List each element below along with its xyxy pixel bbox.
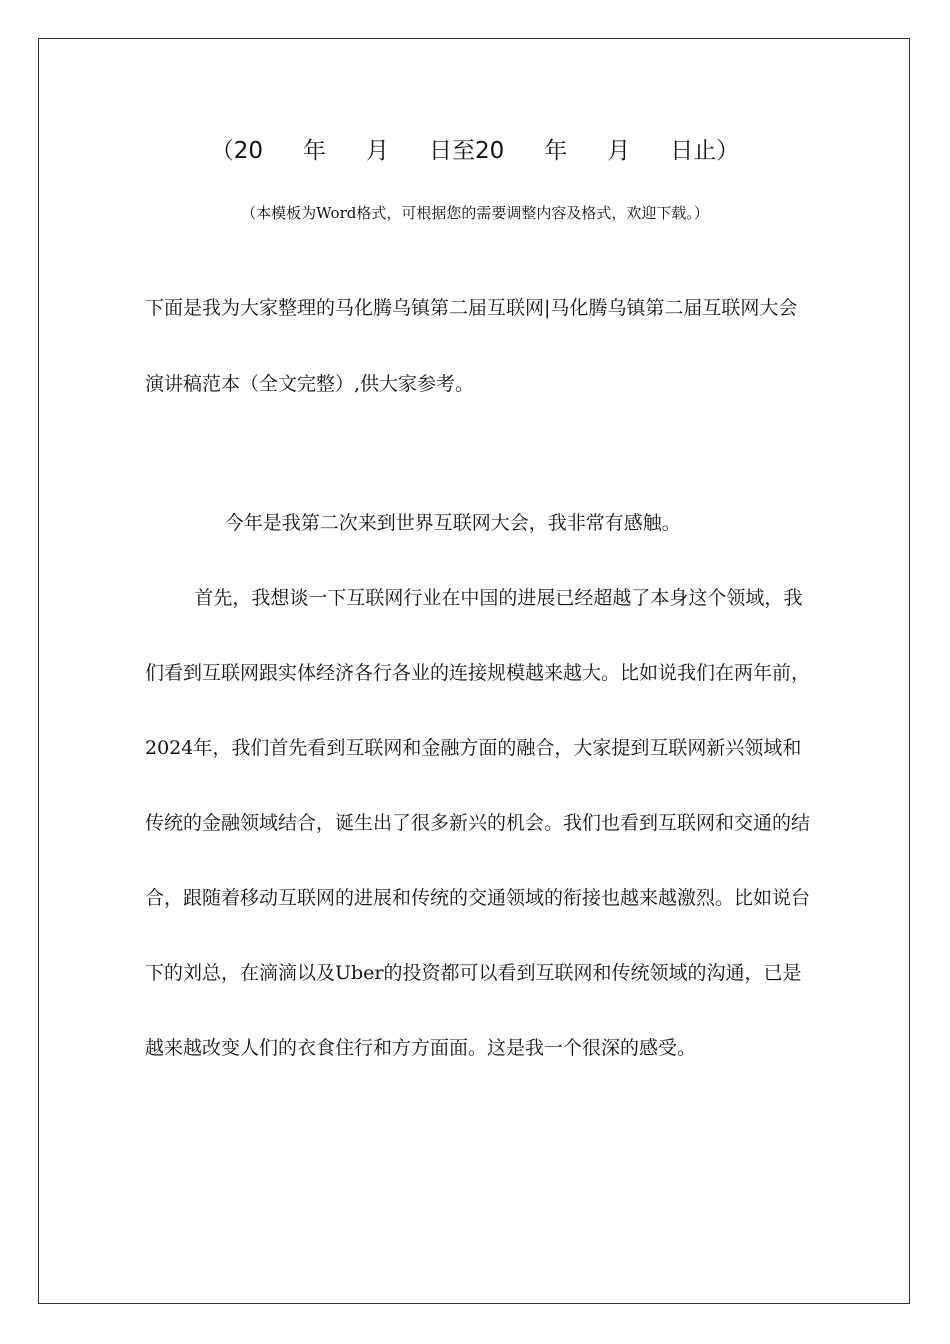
body-paragraph-2: 首先，我想谈一下互联网行业在中国的进展已经超越了本身这个领域，我们看到互联网跟实体经济各行各业的连接规模越来越大。比如说我们在两年前，2024年，我们首先看到互联网和金融方面的融合，大家提到互联网新兴领域和传统的金融领域结合，诞生出了很多新兴的机会。我们也看到互联网和交通的结合，跟随着移动互联网的进展和传统的交通领域的衔接也越来越激烈。比如说台下的刘总，在滴滴以及Uber的投资都可以看到互联网和传统领域的沟通，已是越来越改变人们的衣食住行和方方面面。这是我一个很深的感受。 — [145, 587, 811, 1059]
body-paragraph-1: 今年是我第二次来到世界互联网大会，我非常有感触。 — [224, 512, 681, 534]
date-range-day-to: 日至20 — [429, 138, 505, 164]
date-range-year-2: 年 — [544, 138, 568, 164]
date-range-year-1: 年 — [303, 138, 326, 164]
date-range-month-1: 月 — [366, 138, 389, 164]
speech-body — [145, 486, 810, 1086]
date-range-month-2: 月 — [607, 138, 631, 164]
date-range-header — [0, 134, 950, 168]
date-range-open: （20 — [210, 138, 263, 164]
template-note: （本模板为Word格式，可根据您的需要调整内容及格式，欢迎下载。） — [241, 204, 709, 222]
intro-paragraph: 下面是我为大家整理的马化腾乌镇第二届互联网|马化腾乌镇第二届互联网大会演讲稿范本（全文完整）,供大家参考。 — [145, 297, 798, 395]
intro-section — [145, 270, 810, 422]
date-range-day-end: 日止） — [670, 138, 740, 164]
